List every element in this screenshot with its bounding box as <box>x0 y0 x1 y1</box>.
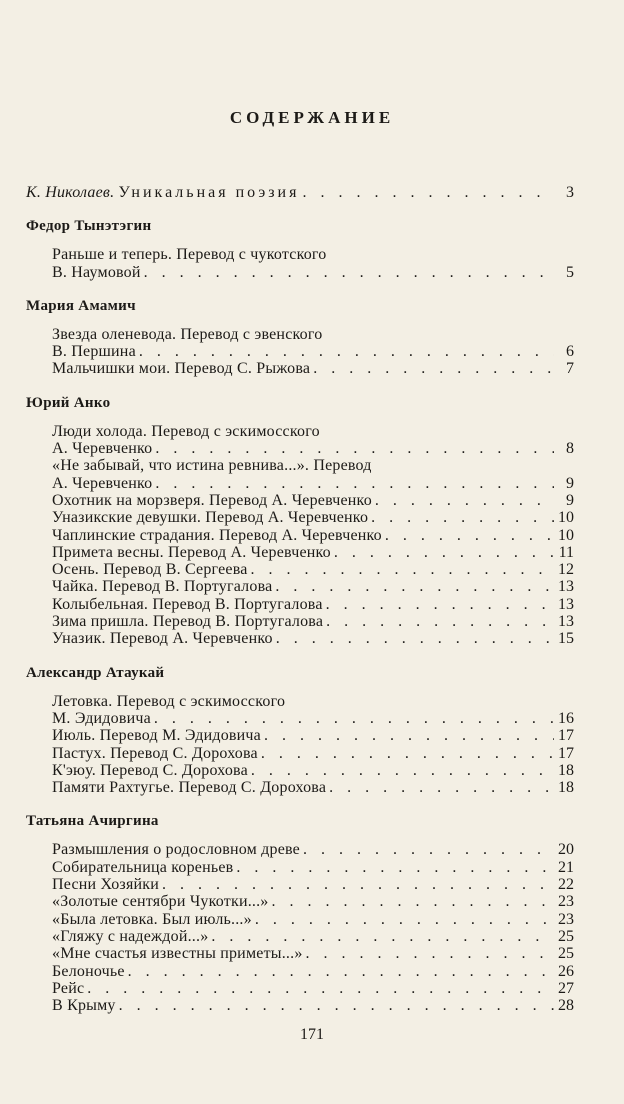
entry-text: Примета весны. Перевод А. Черевченко <box>52 543 331 561</box>
toc-entry-line <box>26 509 574 526</box>
entry-text: Собирательница кореньев <box>52 858 234 876</box>
entry-text: А. Черевченко <box>52 440 153 458</box>
entry-page: 22 <box>558 876 574 894</box>
entry-text: К'эюу. Перевод С. Дорохова <box>52 761 248 779</box>
dot-leader <box>272 578 554 595</box>
entry-page: 23 <box>558 910 574 928</box>
dot-leader <box>152 440 554 457</box>
toc-entry-line <box>26 876 574 893</box>
entry-page: 25 <box>558 927 574 945</box>
entry-page: 20 <box>558 841 574 859</box>
entry-text: «Гляжу с надеждой...» <box>52 927 209 945</box>
dot-leader <box>116 997 554 1014</box>
entry-text: Мальчишки мои. Перевод С. Рыжова <box>52 360 311 378</box>
dot-leader <box>248 561 554 578</box>
dot-leader <box>326 779 554 796</box>
entry-text: Летовка. Перевод с эскимосского <box>52 692 286 710</box>
entry-text: Уназик. Перевод А. Черевченко <box>52 630 273 648</box>
entry-page: 6 <box>566 343 574 361</box>
entry-page: 18 <box>558 761 574 779</box>
dot-leader <box>151 710 554 727</box>
intro-author: К. Николаев. <box>26 184 115 201</box>
toc-entry-line <box>26 727 574 744</box>
dot-leader <box>382 527 554 544</box>
dot-leader <box>252 911 554 928</box>
entry-page: 12 <box>558 561 574 579</box>
page-heading: СОДЕРЖАНИЕ <box>229 108 395 127</box>
entry-text: «Была летовка. Был июль...» <box>52 910 252 928</box>
entry-page: 5 <box>566 263 574 281</box>
entry-text: «Мне счастья известны приметы...» <box>52 945 303 963</box>
entry-text: Звезда оленевода. Перевод с эвенского <box>52 325 323 343</box>
intro-page: 3 <box>566 184 574 201</box>
entry-text: Пастух. Перевод С. Дорохова <box>52 744 258 762</box>
entry-page: 9 <box>566 491 574 509</box>
toc-entry-line <box>26 326 574 343</box>
entry-text: Рейс <box>52 979 85 997</box>
toc-entry-line <box>26 928 574 945</box>
entry-text: Зима пришла. Перевод В. Португалова <box>52 613 324 631</box>
dot-leader <box>323 596 554 613</box>
dot-leader <box>208 928 554 945</box>
toc-entry-line <box>26 980 574 997</box>
entry-page: 16 <box>558 709 574 727</box>
toc-entry-line <box>26 945 574 962</box>
toc-entry-line <box>26 613 574 630</box>
toc-entry-line <box>26 423 574 440</box>
entry-page: 27 <box>558 979 574 997</box>
entry-text: М. Эдидовича <box>52 709 151 727</box>
toc-entry-line <box>26 762 574 779</box>
dot-leader <box>248 762 554 779</box>
toc-entry-line <box>26 246 574 263</box>
entry-text: А. Черевченко <box>52 474 153 492</box>
dot-leader <box>261 727 554 744</box>
dot-leader <box>310 360 554 377</box>
table-of-contents <box>26 184 574 1014</box>
entry-text: Белоночье <box>52 962 125 980</box>
dot-leader <box>273 630 554 647</box>
toc-entry-line <box>26 893 574 910</box>
entry-text: В. Наумовой <box>52 263 141 281</box>
entry-page: 17 <box>558 727 574 745</box>
dot-leader <box>368 509 554 526</box>
entry-page: 26 <box>558 962 574 980</box>
entry-text: Размышления о родословном древе <box>52 841 300 859</box>
entry-page: 10 <box>558 526 574 544</box>
entry-text: «Золотые сентябри Чукотки...» <box>52 893 269 911</box>
author-heading: Татьяна Ачиргина <box>26 813 159 830</box>
entry-text: Охотник на морзверя. Перевод А. Черевченко <box>52 491 372 509</box>
toc-entry-line <box>26 911 574 928</box>
entry-page: 18 <box>558 779 574 797</box>
entry-page: 13 <box>558 595 574 613</box>
entry-text: В Крыму <box>52 997 116 1015</box>
toc-intro-entry <box>26 184 574 201</box>
toc-entry-line <box>26 859 574 876</box>
dot-leader <box>303 945 554 962</box>
toc-entry-line <box>26 596 574 613</box>
entry-text: Июль. Перевод М. Эдидовича <box>52 727 261 745</box>
toc-entry-line <box>26 264 574 281</box>
dot-leader <box>323 613 554 630</box>
entry-page: 7 <box>566 360 574 378</box>
entry-text: Осень. Перевод В. Сергеева <box>52 561 248 579</box>
dot-leader <box>233 859 554 876</box>
entry-text: Колыбельная. Перевод В. Португалова <box>52 595 323 613</box>
dot-leader <box>159 876 554 893</box>
entry-text: Песни Хозяйки <box>52 876 160 894</box>
toc-sections <box>26 218 574 1014</box>
entry-page: 23 <box>558 893 574 911</box>
toc-entry-line <box>26 544 574 561</box>
entry-text: «Не забывай, что истина ревнива...». Перевод <box>52 457 372 475</box>
toc-entry-line <box>26 997 574 1014</box>
toc-entry-line <box>26 710 574 727</box>
dot-leader <box>258 745 554 762</box>
entry-text: Чайка. Перевод В. Португалова <box>52 578 273 596</box>
entry-page: 13 <box>558 613 574 631</box>
toc-entry-line <box>26 492 574 509</box>
entry-text: В. Першина <box>52 343 136 361</box>
entry-page: 9 <box>566 474 574 492</box>
author-heading: Александр Атаукай <box>26 664 165 681</box>
toc-entry-line <box>26 745 574 762</box>
toc-entry-line <box>26 527 574 544</box>
entry-text: Чаплинские страдания. Перевод А. Черевченко <box>52 526 382 544</box>
entry-page: 13 <box>558 578 574 596</box>
entry-text: Люди холода. Перевод с эскимосского <box>52 422 320 440</box>
entry-page: 15 <box>558 630 574 648</box>
entry-page: 28 <box>558 997 574 1015</box>
dot-leader <box>372 492 554 509</box>
toc-entry-line <box>26 440 574 457</box>
toc-entry-line <box>26 360 574 377</box>
toc-entry-line <box>26 561 574 578</box>
entry-text: Памяти Рахтугье. Перевод С. Дорохова <box>52 779 327 797</box>
toc-entry-line <box>26 578 574 595</box>
dot-leader <box>84 980 554 997</box>
toc-entry-line <box>26 630 574 647</box>
entry-page: 11 <box>558 543 574 561</box>
page-number: 171 <box>300 1026 324 1043</box>
author-heading: Федор Тынэтэгин <box>26 218 152 235</box>
toc-entry-line <box>26 693 574 710</box>
dot-leader <box>300 841 554 858</box>
author-heading: Юрий Анко <box>26 394 111 411</box>
entry-page: 25 <box>558 945 574 963</box>
entry-text: Раньше и теперь. Перевод с чукотского <box>52 246 327 264</box>
entry-page: 21 <box>558 858 574 876</box>
author-heading: Мария Амамич <box>26 297 136 314</box>
toc-entry-line <box>26 841 574 858</box>
intro-title: Уникальная поэзия <box>118 184 300 201</box>
dot-leader <box>152 475 554 492</box>
dot-leader <box>125 963 554 980</box>
toc-entry-line <box>26 779 574 796</box>
dot-leader <box>136 343 554 360</box>
dot-leader <box>331 544 554 561</box>
toc-entry-line <box>26 963 574 980</box>
toc-entry-line <box>26 343 574 360</box>
toc-entry-line <box>26 475 574 492</box>
toc-entry-line <box>26 457 574 474</box>
dot-leader <box>141 264 554 281</box>
entry-page: 8 <box>566 440 574 458</box>
entry-page: 17 <box>558 744 574 762</box>
entry-page: 10 <box>558 509 574 527</box>
dot-leader <box>269 893 554 910</box>
entry-text: Уназикские девушки. Перевод А. Черевченко <box>52 509 369 527</box>
dot-leader <box>299 184 554 201</box>
